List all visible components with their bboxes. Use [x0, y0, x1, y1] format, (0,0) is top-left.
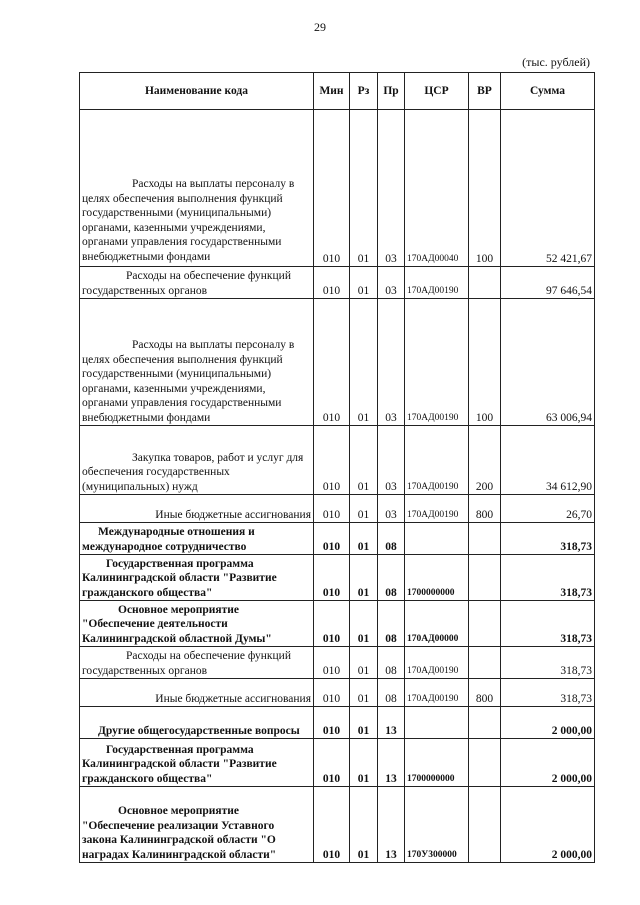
table-row [80, 523, 595, 555]
row-rz: 01 [350, 739, 378, 787]
row-pr: 08 [378, 523, 405, 555]
row-pr: 08 [378, 555, 405, 601]
row-name: Иные бюджетные ассигнования [80, 495, 314, 523]
row-pr: 03 [378, 495, 405, 523]
row-sum: 318,73 [501, 523, 595, 555]
row-csr: 170АД00000 [405, 601, 469, 647]
row-vr [469, 555, 501, 601]
row-pr: 08 [378, 601, 405, 647]
row-sum: 318,73 [501, 679, 595, 707]
row-rz: 01 [350, 299, 378, 426]
row-name: Закупка товаров, работ и услуг для обеспечения государственных (муниципальных) нужд [80, 426, 314, 495]
row-vr: 800 [469, 495, 501, 523]
row-sum: 34 612,90 [501, 426, 595, 495]
row-pr: 08 [378, 679, 405, 707]
header-sum: Сумма [501, 73, 595, 110]
row-csr: 170АД00040 [405, 110, 469, 267]
units-label: (тыс. рублей) [522, 55, 590, 69]
row-min: 010 [314, 299, 350, 426]
row-csr: 170АД00190 [405, 647, 469, 679]
header-vr: ВР [469, 73, 501, 110]
row-rz: 01 [350, 426, 378, 495]
table-row [80, 555, 595, 601]
row-rz: 01 [350, 679, 378, 707]
row-name: Расходы на обеспечение функций государственных органов [80, 267, 314, 299]
row-name: Государственная программа Калининградской области "Развитие гражданского общества" [80, 555, 314, 601]
row-min: 010 [314, 495, 350, 523]
row-rz: 01 [350, 707, 378, 739]
table-row [80, 679, 595, 707]
row-vr [469, 267, 501, 299]
row-sum: 63 006,94 [501, 299, 595, 426]
table-row [80, 601, 595, 647]
row-name: Основное мероприятие "Обеспечение деятельности Калининградской областной Думы" [80, 601, 314, 647]
row-sum: 2 000,00 [501, 787, 595, 863]
row-min: 010 [314, 647, 350, 679]
row-vr [469, 787, 501, 863]
row-rz: 01 [350, 555, 378, 601]
table-row [80, 426, 595, 495]
row-csr: 170У300000 [405, 787, 469, 863]
row-name: Расходы на выплаты персоналу в целях обеспечения выполнения функций государственными (муниципальными) органами, казенными учреждениями, органами управления государственными внебюджетными фондами [80, 110, 314, 267]
row-csr: 1700000000 [405, 555, 469, 601]
table-header-row [80, 73, 595, 110]
row-csr: 170АД00190 [405, 426, 469, 495]
row-name: Расходы на обеспечение функций государственных органов [80, 647, 314, 679]
row-rz: 01 [350, 523, 378, 555]
row-sum: 2 000,00 [501, 707, 595, 739]
row-rz: 01 [350, 495, 378, 523]
row-pr: 03 [378, 299, 405, 426]
row-rz: 01 [350, 647, 378, 679]
row-csr [405, 707, 469, 739]
row-csr: 1700000000 [405, 739, 469, 787]
table-row [80, 787, 595, 863]
row-sum: 318,73 [501, 647, 595, 679]
table-row [80, 495, 595, 523]
row-sum: 26,70 [501, 495, 595, 523]
row-vr: 200 [469, 426, 501, 495]
row-name: Основное мероприятие "Обеспечение реализации Уставного закона Калининградской области "О наградах Калининградской области" [80, 787, 314, 863]
row-min: 010 [314, 739, 350, 787]
row-vr: 100 [469, 110, 501, 267]
row-vr [469, 707, 501, 739]
row-sum: 52 421,67 [501, 110, 595, 267]
header-name: Наименование кода [80, 73, 314, 110]
row-vr [469, 647, 501, 679]
row-vr [469, 523, 501, 555]
row-name: Другие общегосударственные вопросы [80, 707, 314, 739]
page-number: 29 [314, 20, 326, 34]
row-sum: 318,73 [501, 555, 595, 601]
row-min: 010 [314, 110, 350, 267]
row-rz: 01 [350, 110, 378, 267]
row-vr [469, 739, 501, 787]
row-min: 010 [314, 523, 350, 555]
row-csr: 170АД00190 [405, 495, 469, 523]
row-pr: 13 [378, 707, 405, 739]
table-row [80, 299, 595, 426]
table-row [80, 267, 595, 299]
row-min: 010 [314, 707, 350, 739]
row-vr [469, 601, 501, 647]
row-sum: 318,73 [501, 601, 595, 647]
header-pr: Пр [378, 73, 405, 110]
row-rz: 01 [350, 601, 378, 647]
row-pr: 08 [378, 647, 405, 679]
header-rz: Рз [350, 73, 378, 110]
row-min: 010 [314, 555, 350, 601]
row-min: 010 [314, 426, 350, 495]
table-row [80, 110, 595, 267]
row-rz: 01 [350, 267, 378, 299]
row-csr: 170АД00190 [405, 299, 469, 426]
row-pr: 03 [378, 426, 405, 495]
row-name: Государственная программа Калининградской области "Развитие гражданского общества" [80, 739, 314, 787]
row-csr: 170АД00190 [405, 267, 469, 299]
row-vr: 100 [469, 299, 501, 426]
row-pr: 03 [378, 110, 405, 267]
header-min: Мин [314, 73, 350, 110]
row-pr: 13 [378, 739, 405, 787]
row-name: Расходы на выплаты персоналу в целях обеспечения выполнения функций государственными (муниципальными) органами, казенными учреждениями, органами управления государственными внебюджетными фондами [80, 299, 314, 426]
row-min: 010 [314, 601, 350, 647]
header-csr: ЦСР [405, 73, 469, 110]
row-min: 010 [314, 267, 350, 299]
row-rz: 01 [350, 787, 378, 863]
row-csr [405, 523, 469, 555]
row-name: Международные отношения и международное сотрудничество [80, 523, 314, 555]
row-min: 010 [314, 679, 350, 707]
row-csr: 170АД00190 [405, 679, 469, 707]
row-sum: 2 000,00 [501, 739, 595, 787]
table-row [80, 739, 595, 787]
table-row [80, 647, 595, 679]
row-vr: 800 [469, 679, 501, 707]
budget-table [79, 72, 595, 863]
row-sum: 97 646,54 [501, 267, 595, 299]
row-pr: 03 [378, 267, 405, 299]
row-min: 010 [314, 787, 350, 863]
row-pr: 13 [378, 787, 405, 863]
table-row [80, 707, 595, 739]
row-name: Иные бюджетные ассигнования [80, 679, 314, 707]
